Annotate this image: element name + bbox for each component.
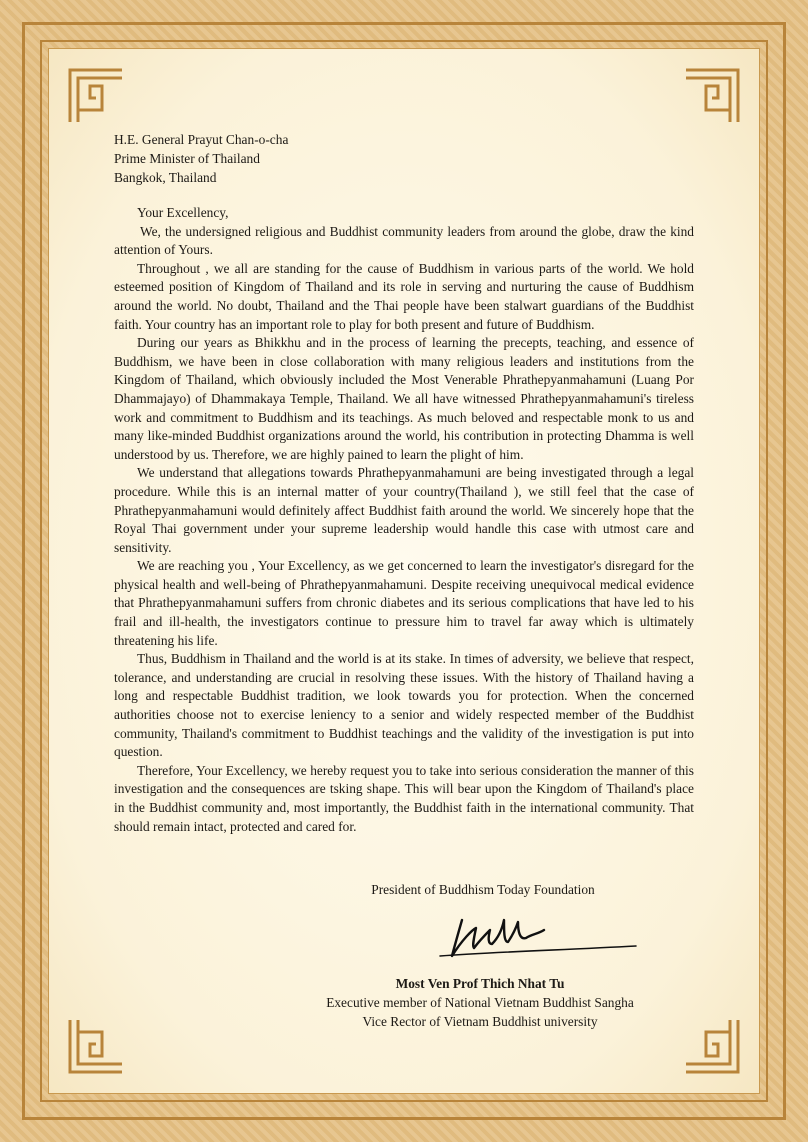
recipient-title: Prime Minister of Thailand (114, 151, 260, 166)
paragraph: Therefore, Your Excellency, we hereby request you to take into serious consideration the manner of this investigation and the consequences are tsking shape. This will bear upon the Kingdom of Thailand's place in the Buddhist community and, most importantly, the Buddhist faith in the international community. That should remain intact, protected and cared for. (114, 762, 694, 834)
salutation: Your Excellency, (137, 205, 229, 220)
paragraph: Throughout , we all are standing for the cause of Buddhism in various parts of the world. We hold esteemed position of Kingdom of Thailand and its role in serving and nurturing the cause of Buddhism around the world. No doubt, Thailand and the Thai people have been stalwart guardians of the Buddhist faith. Your country has an important role to play for both present and future of Buddhism. (114, 260, 694, 332)
paragraph: We understand that allegations towards Phrathepyanmahamuni are being investigated through a legal procedure. While this is an internal matter of your country(Thailand ), we still feel that the case of Phrathepyanmahamuni would definitely affect Buddhist faith around the world. We sincerely hope that the Royal Thai government under your supreme leadership would handle this case with utmost care and sensitivity. (114, 465, 694, 555)
corner-ornament-icon (682, 66, 742, 126)
paragraph: We, the undersigned religious and Buddhist community leaders from around the globe, draw the kind attention of Yours. (114, 223, 694, 258)
corner-ornament-icon (66, 66, 126, 126)
corner-ornament-icon (682, 1016, 742, 1076)
recipient-name: H.E. General Prayut Chan-o-cha (114, 132, 289, 147)
signoff-line: President of Buddhism Today Foundation (371, 882, 595, 897)
signature-icon (432, 900, 642, 970)
signer-name: Most Ven Prof Thich Nhat Tu (395, 976, 565, 991)
paragraph: During our years as Bhikkhu and in the process of learning the precepts, teaching, and essence of Buddhism, we have been in close collaboration with many religious leaders and institutions from the Kingdom of Thailand, which obviously included the Most Venerable Phrathepyanmahamuni (Luang Por Dhammajayo) of Dhammakaya Temple, Thailand. We all have witnessed Phrathepyanmahamuni's tireless work and commitment to Buddhism and its teachings. As much beloved and respectable monk to us and many like-minded Buddhist organizations around the world, his contribution in protecting Dhamma is well understood by us. Therefore, we are highly pained to learn the plight of him. (114, 335, 694, 462)
recipient-location: Bangkok, Thailand (114, 170, 217, 185)
paragraph: We are reaching you , Your Excellency, as we get concerned to learn the investigator's disregard for the physical health and well-being of Phrathepyanmahamuni. Despite receiving unequivocal medical evidence that Phrathepyanmahamuni suffers from chronic diabetes and its serious complications that have led to his frail and ill-health, the investigators continue to pressure him to travel far away which is ultimately threatening his life. (114, 558, 694, 648)
letter-body (114, 130, 694, 836)
paragraph: Thus, Buddhism in Thailand and the world is at its stake. In times of adversity, we believe that respect, tolerance, and understanding are crucial in resolving these issues. With the history of Thailand having a long and respectable Buddhist tradition, we look towards you for protection. When the concerned authorities choose not to exercise leniency to a senior and widely respected member of the Buddhist community, Thailand's commitment to Buddhist teachings and the validity of the investigation is put into question. (114, 651, 694, 760)
corner-ornament-icon (66, 1016, 126, 1076)
signer-title: Vice Rector of Vietnam Buddhist university (362, 1014, 598, 1029)
signer-block (300, 974, 660, 1031)
signer-title: Executive member of National Vietnam Buddhist Sangha (326, 995, 634, 1010)
